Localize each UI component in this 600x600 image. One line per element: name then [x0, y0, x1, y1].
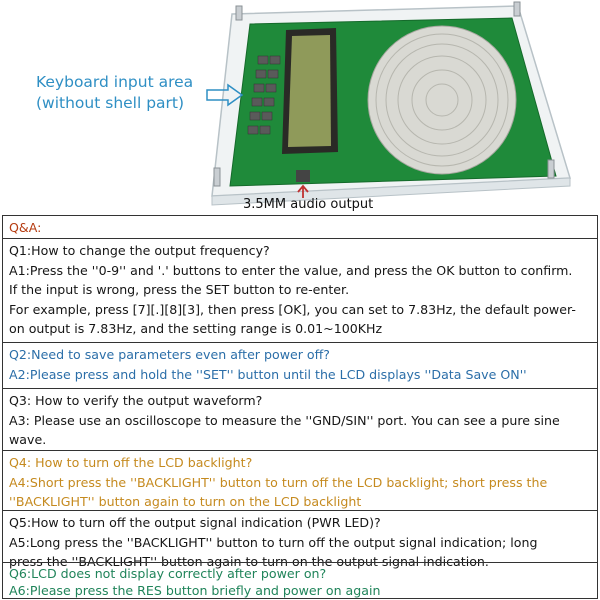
answer-3-line-1: A3: Please use an oscilloscope to measure the ''GND/SIN'' port. You can see a pure sine — [9, 412, 560, 428]
answer-3-line-2: wave. — [9, 432, 47, 447]
qa-item-5 — [3, 510, 597, 569]
answer-6-line-1: A6:Please press the RES button briefly and power on again — [9, 583, 381, 598]
qa-item-2 — [3, 342, 597, 388]
qa-item-1 — [3, 238, 597, 342]
question-3: Q3: How to verify the output waveform? — [9, 393, 263, 408]
qa-header-row — [3, 216, 597, 238]
answer-4-line-2: ''BACKLIGHT'' button again to turn on the LCD backlight — [9, 494, 362, 509]
answer-2-line-1: A2:Please press and hold the ''SET'' button until the LCD displays ''Data Save ON'' — [9, 366, 527, 382]
qa-item-4 — [3, 450, 597, 510]
question-4: Q4: How to turn off the LCD backlight? — [9, 455, 253, 470]
answer-4-line-1: A4:Short press the ''BACKLIGHT'' button to turn off the LCD backlight; short press the — [9, 474, 548, 490]
answer-1-line-2: If the input is wrong, press the SET button to re-enter. — [9, 282, 350, 297]
qa-item-3 — [3, 388, 597, 450]
answer-5-line-2: press the ''BACKLIGHT'' button again to turn on the output signal indication. — [9, 554, 489, 569]
product-image — [0, 0, 600, 215]
qa-item-6 — [3, 562, 597, 600]
answer-1-line-3: For example, press [7][.][8][3], then press [OK], you can set to 7.83Hz, the default power- — [9, 301, 576, 317]
question-6: Q6:LCD does not display correctly after power on? — [9, 566, 327, 581]
audio-output-label: 3.5MM audio output — [243, 197, 374, 212]
answer-1-line-4: on output is 7.83Hz, and the setting range is 0.01~100KHz — [9, 321, 383, 336]
keyboard-area-callout — [36, 72, 226, 114]
answer-5-line-1: A5:Long press the ''BACKLIGHT'' button to turn off the output signal indication; long — [9, 534, 538, 550]
question-5: Q5:How to turn off the output signal indication (PWR LED)? — [9, 515, 381, 530]
question-1: Q1:How to change the output frequency? — [9, 243, 270, 258]
qa-header: Q&A: — [9, 220, 42, 235]
question-2: Q2:Need to save parameters even after power off? — [9, 347, 330, 362]
qa-table — [2, 215, 598, 599]
keyboard-callout-line2: (without shell part) — [36, 94, 185, 112]
answer-1-line-1: A1:Press the ''0-9'' and '.' buttons to enter the value, and press the OK button to confirm. — [9, 262, 573, 278]
keyboard-callout-line1: Keyboard input area — [36, 73, 194, 91]
